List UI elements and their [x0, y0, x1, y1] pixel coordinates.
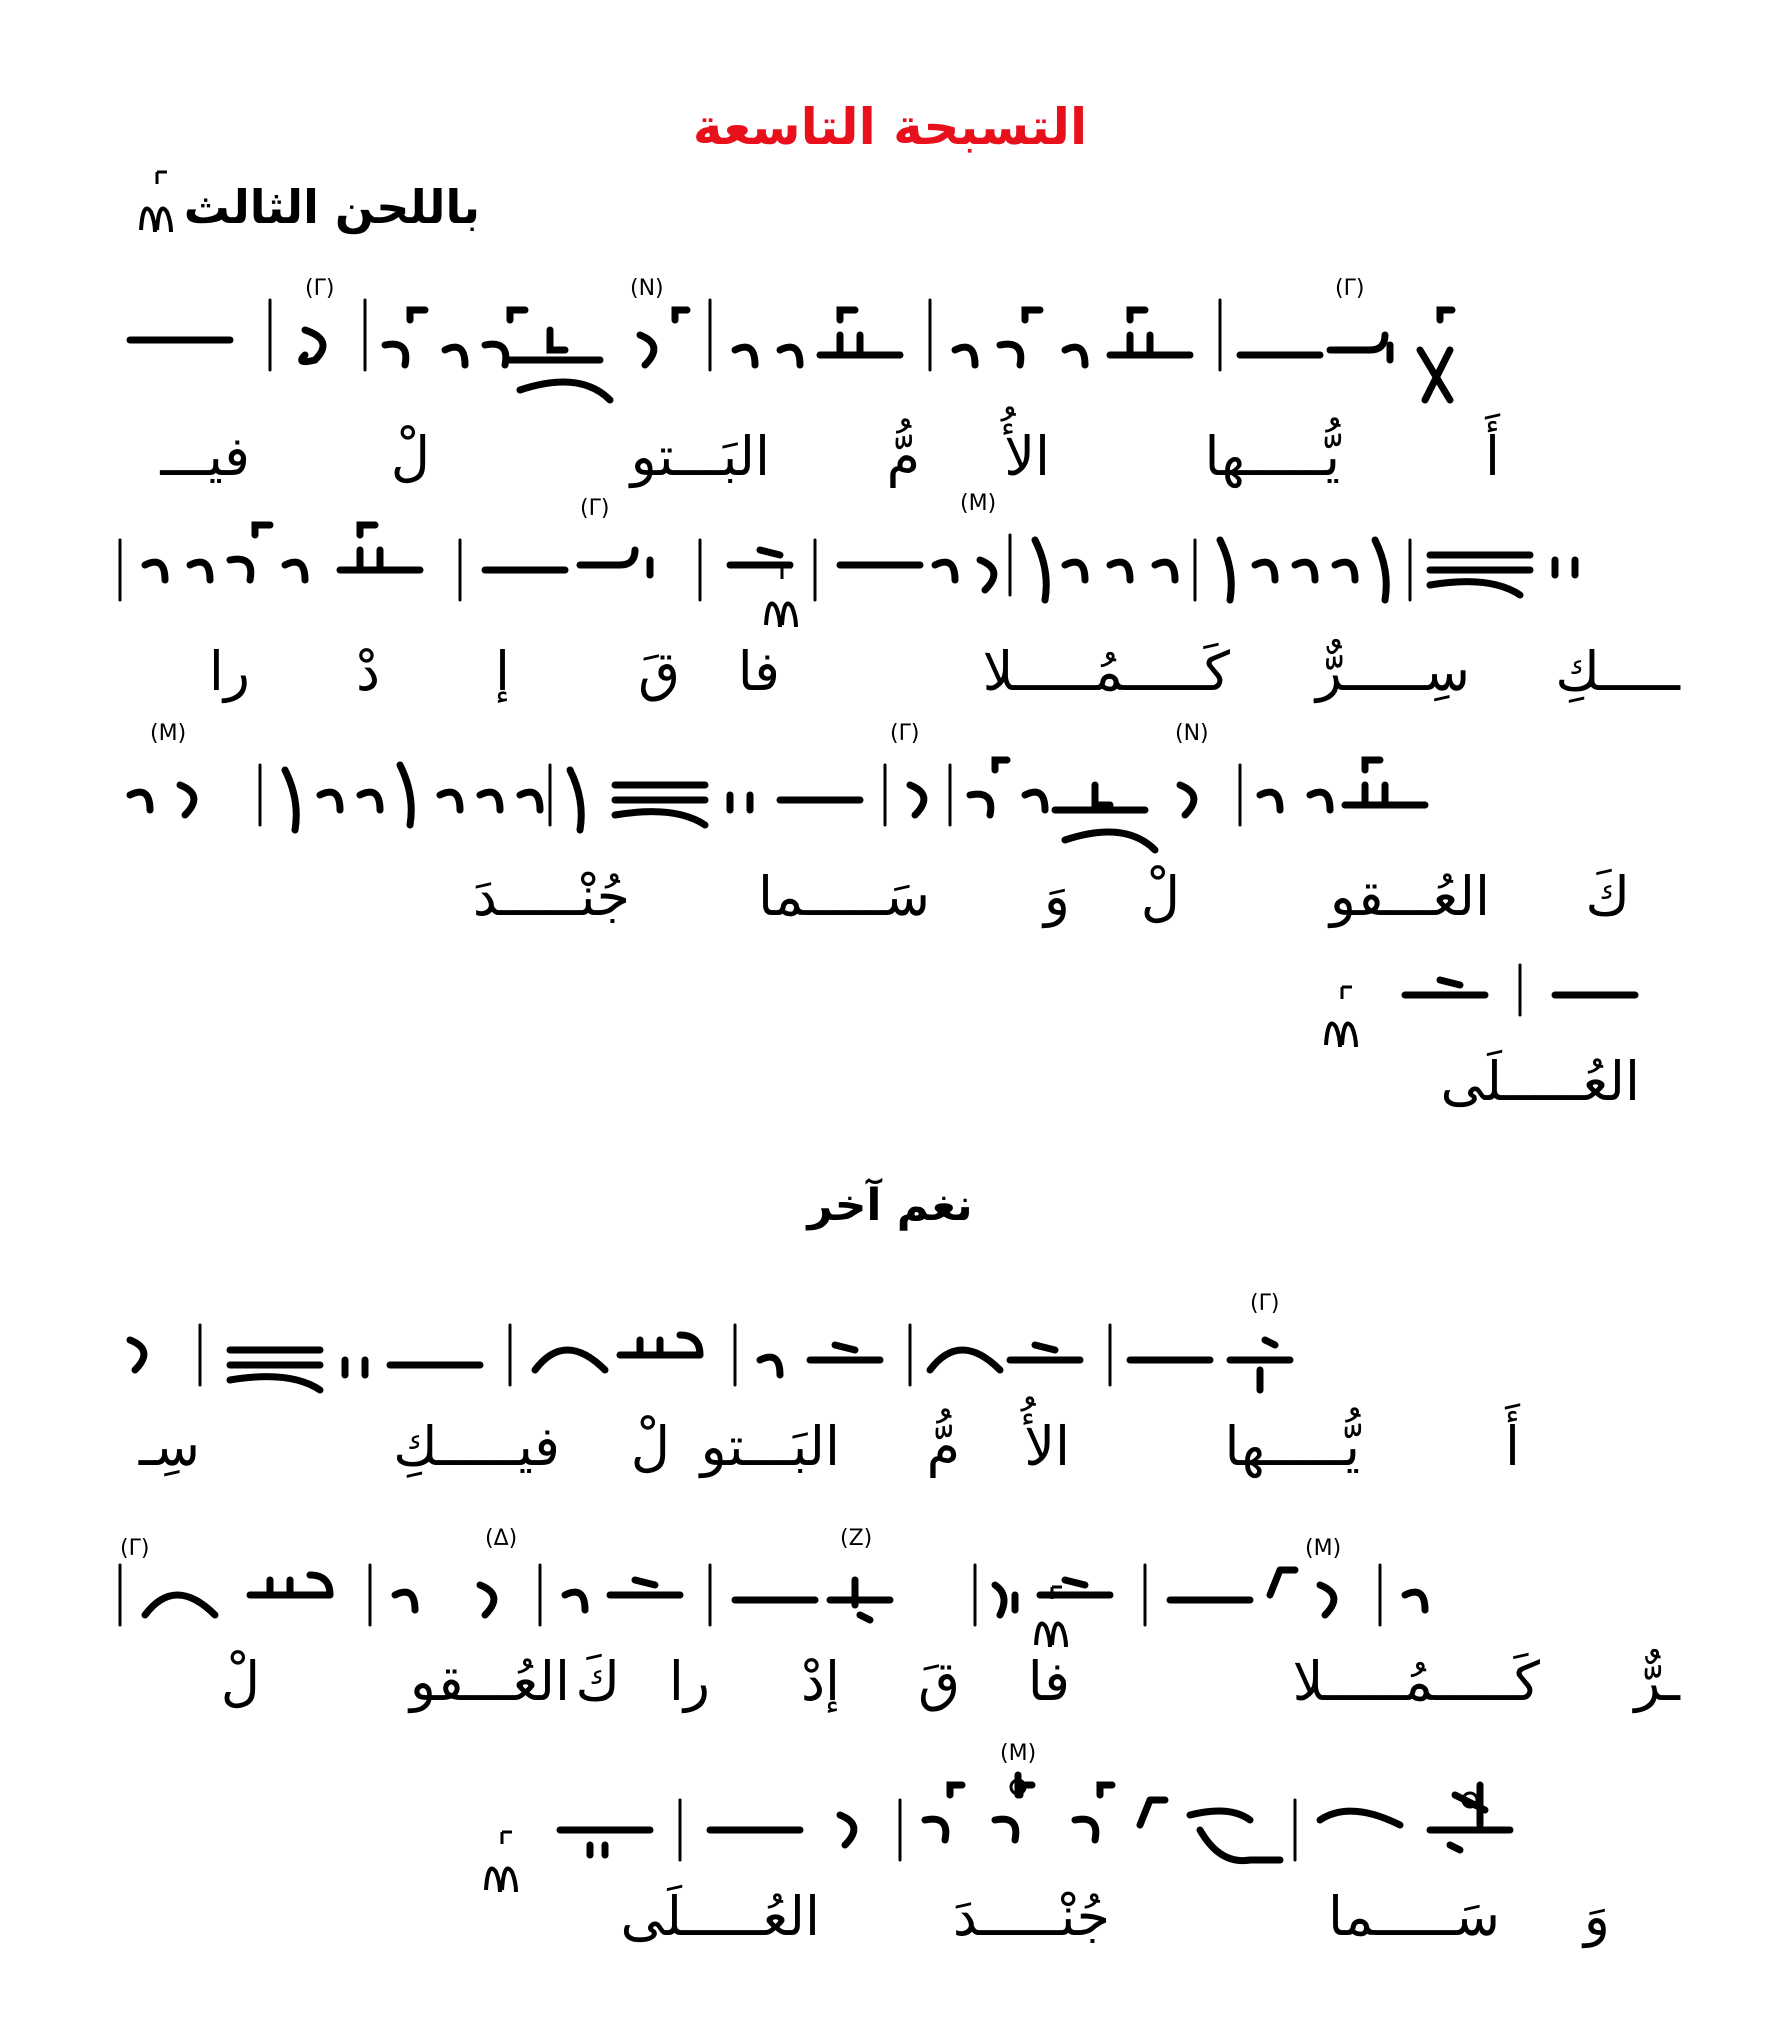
syllable: سَـــــما	[1327, 1885, 1500, 1948]
syllable: فيـــــكِ	[393, 1415, 560, 1478]
syllable: الأُ	[1004, 425, 1050, 488]
syllable: فيـــ	[160, 425, 250, 488]
syllable: مُّ	[926, 1415, 960, 1478]
svg-text:(Γ): (Γ)	[1335, 276, 1365, 301]
mode-heading	[184, 180, 480, 234]
neume-staff-1	[120, 276, 1680, 410]
syllable: سِـــــرٌّ	[1315, 640, 1470, 703]
mode-sign-icon	[135, 170, 185, 240]
syllable: إدْ	[800, 1650, 840, 1713]
mode-sign-icon	[1320, 985, 1370, 1055]
svg-text:(M): (M)	[960, 491, 997, 516]
syllable: دْ	[355, 640, 380, 703]
neume-staff-5	[120, 1280, 1680, 1410]
syllable: جُنْـــــدَ	[472, 865, 630, 928]
syllable: را	[668, 1650, 710, 1713]
syllable: فا	[737, 640, 780, 703]
neume-line-6	[120, 1520, 1680, 1650]
svg-text:(Z): (Z)	[840, 1526, 873, 1551]
svg-text:(Γ): (Γ)	[305, 276, 335, 301]
syllable: إ	[494, 640, 510, 703]
neume-line-1	[120, 276, 1680, 410]
svg-text:(Δ): (Δ)	[485, 1526, 518, 1551]
syllable: لْ	[220, 1650, 260, 1713]
neume-line-2	[120, 491, 1680, 635]
neume-line-7	[550, 1741, 1680, 1885]
syllable: سَـــــما	[757, 865, 930, 928]
mode-label: باللحن الثالث	[183, 180, 480, 234]
syllable: سِـ	[138, 1415, 200, 1478]
svg-text:(Γ): (Γ)	[580, 496, 610, 521]
syllable: وَ	[1583, 1885, 1610, 1948]
syllable: قَ	[638, 640, 680, 703]
syllable: لْ	[630, 1415, 670, 1478]
neume-line-5	[120, 1280, 1680, 1410]
neume-staff-3	[120, 721, 1680, 860]
page-title: التسبحة التاسعة	[692, 98, 1088, 156]
svg-text:(M): (M)	[1305, 1536, 1342, 1561]
syllable: أَ	[1504, 1415, 1520, 1478]
svg-text:(M): (M)	[150, 721, 187, 746]
syllable: أَ	[1484, 425, 1500, 488]
syllable: العُـــــلَى	[1440, 1050, 1640, 1113]
mode-sign-icon	[1030, 1585, 1080, 1655]
syllable: وَ	[1043, 865, 1070, 928]
svg-text:(M): (M)	[1000, 1741, 1037, 1766]
syllable: جُنْـــــدَ	[952, 1885, 1110, 1948]
syllable: قَ	[918, 1650, 960, 1713]
neume-staff-2	[120, 491, 1680, 635]
syllable: لْ	[1140, 865, 1180, 928]
mode-sign-icon	[480, 1830, 530, 1900]
syllable: كَ	[575, 1650, 620, 1713]
syllable: كَـــــمُـــــلا	[1292, 1650, 1540, 1713]
syllable: البَـــتو	[630, 425, 770, 488]
syllable: العُـــقو	[1329, 865, 1490, 928]
syllable: العُـــقو	[409, 1650, 570, 1713]
section-title: نغم آخر	[807, 1180, 973, 1231]
syllable: كَـــــمُـــــلا	[982, 640, 1230, 703]
syllable: يُّـــــها	[1204, 425, 1340, 488]
syllable: لْ	[390, 425, 430, 488]
svg-text:(Γ): (Γ)	[1250, 1291, 1280, 1316]
syllable: فا	[1027, 1650, 1070, 1713]
neume-line-3	[120, 721, 1680, 860]
syllable: كَ	[1585, 865, 1630, 928]
neume-staff-6	[120, 1520, 1680, 1650]
svg-text:(Γ): (Γ)	[120, 1536, 150, 1561]
syllable: را	[208, 640, 250, 703]
neume-staff-7	[550, 1741, 1680, 1885]
syllable: البَـــتو	[700, 1415, 840, 1478]
syllable: يُّـــــها	[1224, 1415, 1360, 1478]
syllable: ـــــكِ	[1555, 640, 1680, 703]
syllable: الأُ	[1024, 1415, 1070, 1478]
syllable: مُّ	[886, 425, 920, 488]
svg-text:(N): (N)	[1175, 721, 1209, 746]
syllable: ـرٌّ	[1634, 1650, 1680, 1713]
svg-text:(Γ): (Γ)	[890, 721, 920, 746]
svg-text:(N): (N)	[630, 276, 664, 301]
mode-sign-icon	[760, 565, 810, 635]
syllable: العُـــــلَى	[620, 1885, 820, 1948]
